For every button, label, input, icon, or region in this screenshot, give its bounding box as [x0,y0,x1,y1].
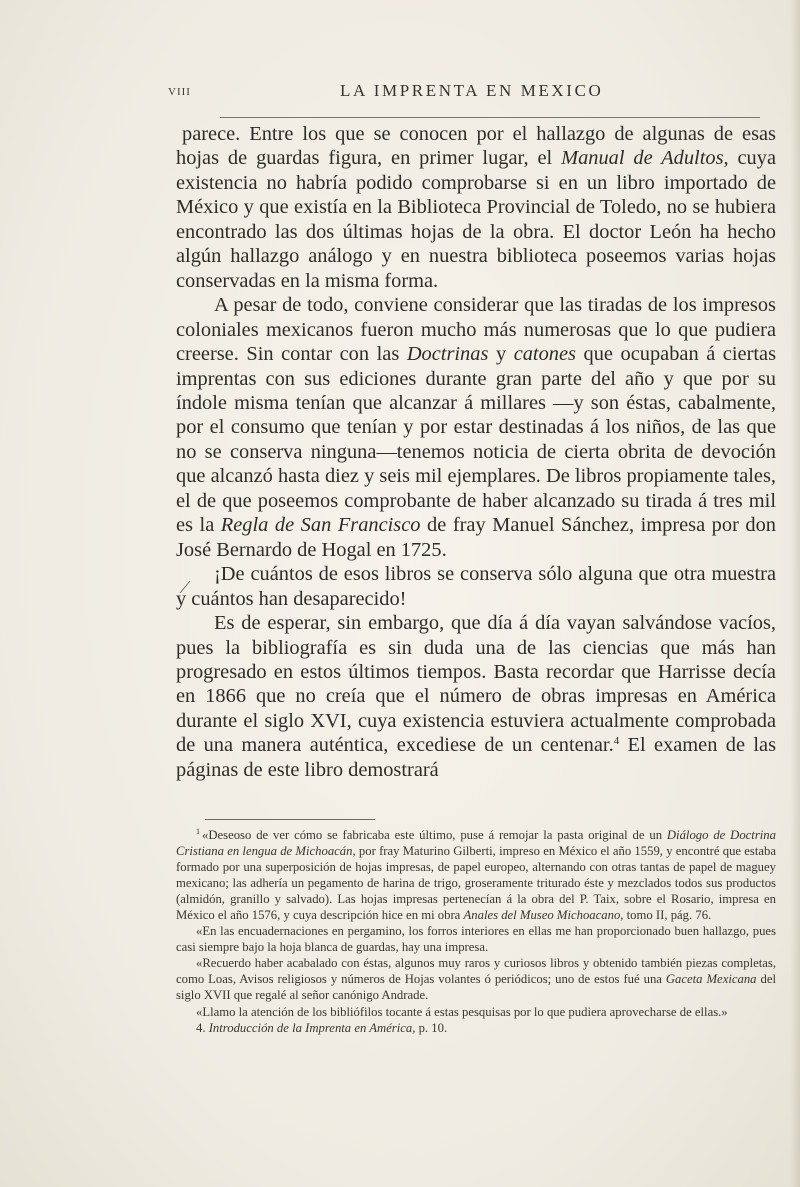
footnote-separator [205,819,375,820]
text-segment: Anales del Museo Michoacano, [463,908,624,923]
text-segment: de fray Manuel Sánchez, impresa por don José Bernardo de Hogal en 1725. [176,514,776,561]
text-segment: A pesar de todo, conviene considerar que las tiradas de los impresos coloniales mexicanos fueron mucho más numerosas que lo que pudiera creerse. Sin contar con las [176,294,776,366]
text-segment: Diálogo de Doctrina Cristiana en lengua de Michoacán, [176,828,776,859]
footnote-marker: 4. [196,1020,209,1035]
body-paragraph [176,293,776,562]
footnotes [176,824,776,1036]
text-segment: que ocupaban á ciertas imprentas con sus ediciones durante gran parte del año y que por su índole misma tenían que alcanzar á millares —y son éstas, cabalmente, por el consumo que tenían y por estar destinadas á los niños, de las que no se conserva ninguna—tenemos noticia de cierta obrita de devoción que alcanzó hasta diez y seis mil ejemplares. De libros propiamente tales, el de que poseemos comprobante de haber alcanzado su tirada á tres mil es la [176,343,777,537]
text-segment: Gaceta Mexicana [665,972,757,987]
text-segment: ¡De cuántos de esos libros se conserva sólo alguna que otra muestra y cuántos han desaparecido! [176,563,776,610]
text-segment: catones [513,343,576,366]
text-segment: «Deseoso de ver cómo se fabricaba este último, puse á remojar la pasta original de un [202,828,667,842]
running-title: LA IMPRENTA EN MEXICO [340,81,604,100]
footnote-marker: 1 [196,827,200,836]
text-segment: El examen de las páginas de este libro demostrará [176,734,777,781]
footnote-item [176,923,776,955]
text-segment: tomo II, pág. 76. [623,908,712,923]
text-segment: Introducción de la Imprenta en América, [208,1020,416,1035]
page-number: VIII [168,86,191,98]
footnote-ref: 4 [613,735,620,748]
text-segment: cuya existencia no habría podido comprobarse si en un libro importado de México y que existía en la Biblioteca Provincial de Toledo, no se hubiera encontrado las dos últimas hojas de la obra. El doctor León ha hecho algún hallazgo análogo y en nuestra biblioteca poseemos varias hojas conservadas en la misma forma. [176,147,776,292]
footnote-item [176,1020,776,1036]
text-segment: p. 10. [415,1020,448,1035]
body-text [176,122,776,782]
body-paragraph [176,122,776,293]
body-paragraph [176,611,776,782]
text-segment: «Llamo la atención de los bibliófilos tocante á estas pesquisas por lo que pudiera aprovecharse de ellas.» [196,1004,728,1019]
text-segment: «En las encuadernaciones en pergamino, los forros interiores en ellas me han proporcionado buen hallazgo, pues casi siempre bajo la hoja blanca de guardas, hay una impresa. [176,924,776,955]
text-segment: «Recuerdo haber acabalado con éstas, algunos muy raros y curiosos libros y obtenido también piezas completas, como Loas, Avisos religiosos y números de Hojas volantes ó periódicos; uno de estos fué una [176,956,776,987]
pencil-mark-icon [178,579,192,595]
text-segment: Doctrinas [406,343,489,366]
text-segment: por fray Maturino Gilberti, impreso en México el año 1559, y encontré que estaba formado por una superposición de hojas impresas, de papel europeo, alternando con otras tantas de papel de maguey mexicano; las adhería un pegamento de harina de trigo, groseramente triturado éste y mezclados todos sus productos (almidón, granillo y salvado). Las hojas impresas pertenecían á la obra del P. Taix, sobre el Rosario, impresa en México el año 1576, y cuya descripción hice en mi obra [176,844,776,923]
header-rule [220,117,760,118]
page-edge-shadow [790,0,800,1187]
footnote-item [176,1004,776,1020]
text-segment: Regla de San Francisco [220,514,421,537]
footnote-item [176,955,776,1003]
text-segment: del siglo XVII que regalé al señor canónigo Andrade. [176,972,776,1003]
footnote-item [176,824,776,923]
body-paragraph [176,562,776,611]
text-segment: parece. Entre los que se conocen por el hallazgo de algunas de esas hojas de guardas figura, en primer lugar, el [176,123,776,170]
text-segment: y [488,343,514,366]
text-segment: Manual de Adultos, [561,147,729,170]
text-segment: Es de esperar, sin embargo, que día á día vayan salvándose vacíos, pues la bibliografía es sin duda una de las ciencias que más han progresado en estos últimos tiempos. Basta recordar que Harrisse decía en 1866 que no creía que el número de obras impresas en América durante el siglo XVI, cuya existencia estuviera actualmente comprobada de una manera auténtica, excediese de un centenar. [176,612,776,757]
